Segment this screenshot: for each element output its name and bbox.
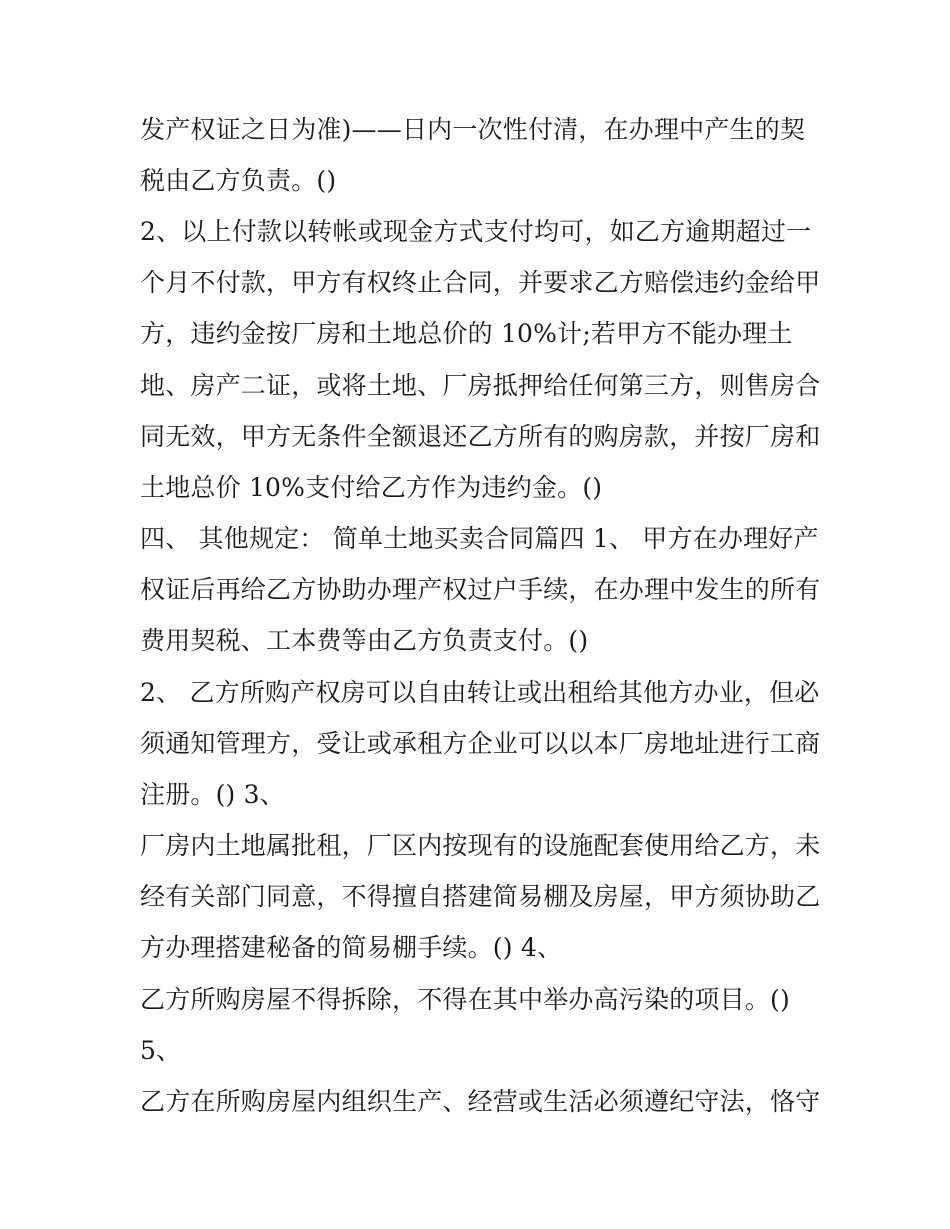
text-line: 方，违约金按厂房和土地总价的 10%计;若甲方不能办理土 — [140, 319, 793, 348]
text-line: 发产权证之日为准)——日内一次性付清，在办理中产生的契 — [140, 115, 806, 144]
text-line: 2、以上付款以转帐或现金方式支付均可，如乙方逾期超过一 — [140, 217, 812, 246]
text-line: 地、房产二证，或将土地、厂房抵押给任何第三方，则售房合 — [140, 371, 821, 400]
text-line: 经有关部门同意，不得擅自搭建简易棚及房屋，甲方须协助乙 — [140, 882, 821, 911]
text-line: 个月不付款，甲方有权终止合同，并要求乙方赔偿违约金给甲 — [140, 268, 821, 297]
text-line: 2、 乙方所购产权房可以自由转让或出租给其他方办业，但必 — [140, 678, 820, 707]
text-line: 费用契税、工本费等由乙方负责支付。() — [140, 626, 589, 655]
text-line: 注册。() 3、 — [140, 780, 285, 809]
text-line: 四、 其他规定： 简单土地买卖合同篇四 1、 甲方在办理好产 — [140, 524, 819, 553]
text-line: 须通知管理方，受让或承租方企业可以以本厂房地址进行工商 — [140, 729, 821, 758]
text-line: 同无效，甲方无条件全额退还乙方所有的购房款，并按厂房和 — [140, 422, 821, 451]
text-line: 土地总价 10%支付给乙方作为违约金。() — [140, 473, 603, 502]
text-line: 5、 — [140, 1036, 182, 1065]
text-line: 乙方所购房屋不得拆除，不得在其中举办高污染的项目。() — [140, 985, 790, 1014]
text-line: 方办理搭建秘备的简易棚手续。() 4、 — [140, 933, 563, 962]
text-line: 厂房内土地属批租，厂区内按现有的设施配套使用给乙方，未 — [140, 831, 821, 860]
text-line: 权证后再给乙方协助办理产权过户手续，在办理中发生的所有 — [140, 575, 821, 604]
text-line: 乙方在所购房屋内组织生产、经营或生活必须遵纪守法，恪守 — [140, 1087, 821, 1116]
text-line: 税由乙方负责。() — [140, 166, 337, 195]
